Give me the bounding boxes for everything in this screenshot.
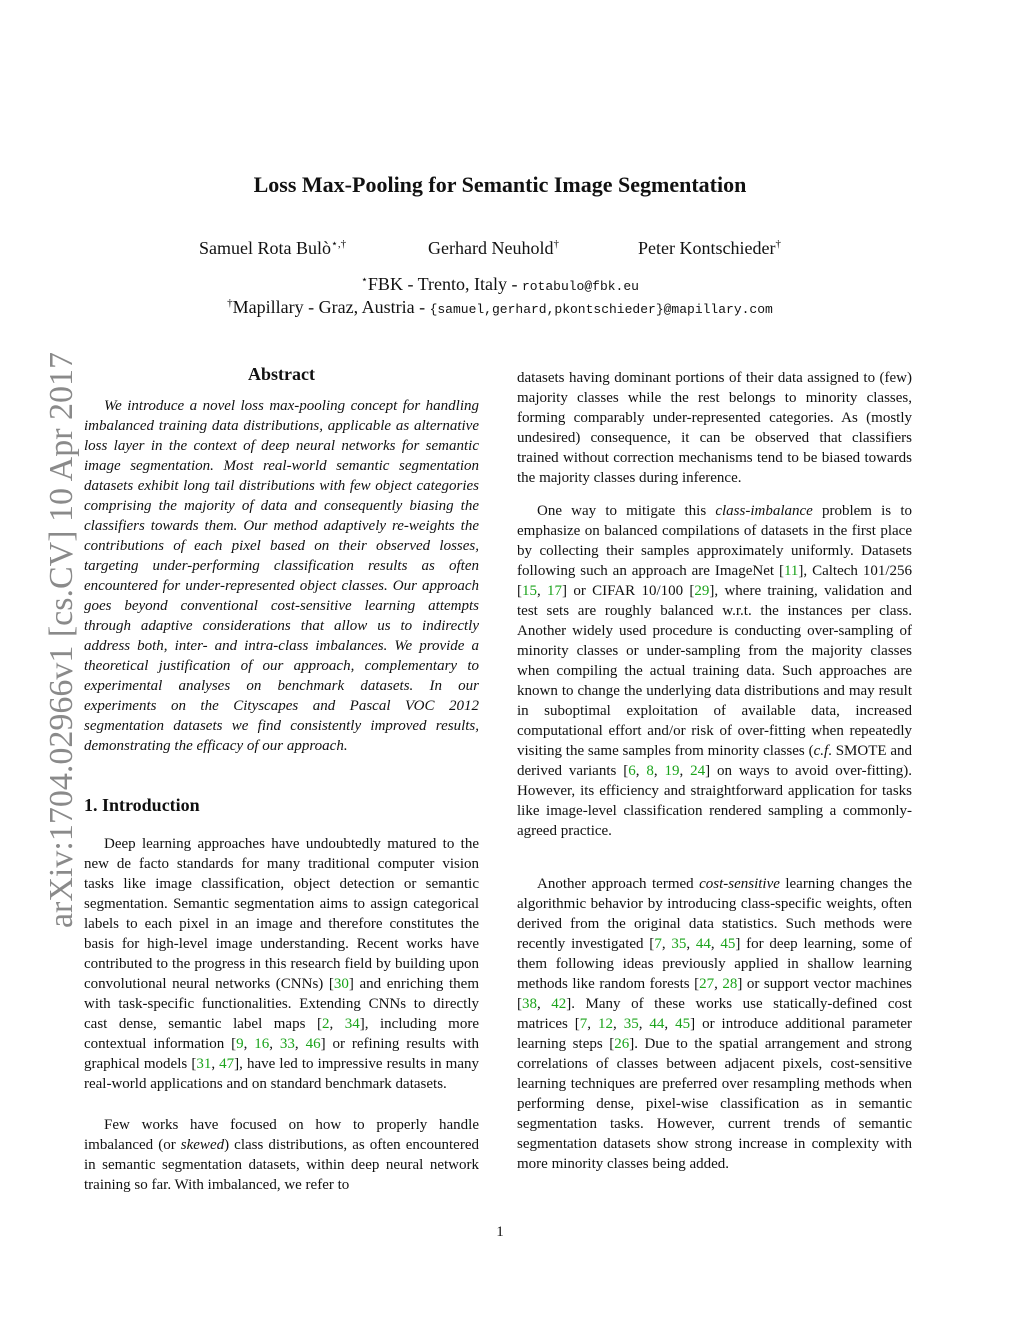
citation-link[interactable]: 46 xyxy=(305,1036,321,1052)
citation-link[interactable]: 35 xyxy=(623,1016,639,1032)
author-name: Samuel Rota Bulò⋆,† xyxy=(199,238,347,258)
citation-link[interactable]: 34 xyxy=(344,1016,360,1032)
citation-link[interactable]: 15 xyxy=(522,583,537,599)
citation-link[interactable]: 44 xyxy=(695,936,711,952)
body-paragraph: Another approach termed cost-sensitive learning changes the algorithmic behavior by introducing class-specific weights, often derived from the original data statistics. Such methods were recently investigated [7, 35, 44, 45] for deep learning, some of them following ideas previously applied in shallow learning methods like random forests [27, 28] or support vector machines [38, 42]. Many of these works use statically-defined cost matrices [7, 12, 35, 44, 45] or introduce additional parameter learning steps [26]. Due to the spatial arrangement and strong correlations of classes between adjacent pixels, cost-sensitive learning techniques are preferred over resampling methods when performing dense, pixel-wise classification as in semantic segmentation tasks. However, current trends of semantic segmentation datasets show strong increase in complexity with more minority classes being added. xyxy=(517,876,913,1172)
email: {samuel,gerhard,pkontschieder}@mapillary.com xyxy=(429,302,773,317)
citation-link[interactable]: 26 xyxy=(614,1036,630,1052)
citation-link[interactable]: 45 xyxy=(675,1016,691,1032)
author-name: Peter Kontschieder† xyxy=(638,238,781,258)
citation-link[interactable]: 8 xyxy=(646,763,654,779)
citation-link[interactable]: 44 xyxy=(649,1016,665,1032)
arxiv-identifier-stamp: arXiv:1704.02966v1 [cs.CV] 10 Apr 2017 xyxy=(43,351,80,929)
citation-link[interactable]: 16 xyxy=(254,1036,270,1052)
citation-link[interactable]: 12 xyxy=(597,1016,613,1032)
citation-link[interactable]: 2 xyxy=(321,1016,330,1032)
citation-link[interactable]: 30 xyxy=(333,976,349,992)
body-paragraph: One way to mitigate this class-imbalance problem is to emphasize on balanced compilations of datasets in the first place by collecting their samples approximately uniformly. Datasets following such an approach are ImageNet [11], Caltech 101/256 [15, 17] or CIFAR 10/100 [29], where training, validation and test sets are roughly balanced w.r.t. the instances per class. Another widely used procedure is conducting over-sampling of minority classes or under-sampling from the majority classes when compiling the actual training data. Such approaches are known to change the underlying data distributions and may result in suboptimal exploitation of available data, increased computational effort and/or risk of over-fitting when repeatedly visiting the same samples from minority classes (c.f. SMOTE and derived variants [6, 8, 19, 24] on ways to avoid over-fitting). However, its efficiency and straightforward application for tasks like image-level classification rendered sampling a commonly-agreed practice. xyxy=(517,503,913,839)
citation-link[interactable]: 35 xyxy=(671,936,687,952)
body-paragraph: Few works have focused on how to properly handle imbalanced (or skewed) class distributions, as often encountered in semantic segmentation datasets, within deep neural network training so far. With imbalanced, we refer to xyxy=(84,1117,479,1193)
citation-link[interactable]: 47 xyxy=(219,1056,235,1072)
citation-link[interactable]: 6 xyxy=(628,763,636,779)
citation-link[interactable]: 11 xyxy=(783,563,799,579)
abstract-text: We introduce a novel loss max-pooling concept for handling imbalanced training data distributions, applicable as alternative loss layer in the context of deep neural networks for semantic image segmentation. Most real-world semantic segmentation datasets exhibit long tail distributions with few object categories comprising the majority of data and consequently biasing the classifiers towards them. Our method adaptively re-weights the contributions of each pixel based on their observed losses, targeting under-performing classification results as often encountered for under-represented object classes. Our approach goes beyond conventional cost-sensitive learning attempts through adaptive considerations that allow us to indirectly address both, inter- and intra-class imbalances. We provide a theoretical justification of our approach, complementary to experimental analyses on benchmark datasets. In our experiments on the Cityscapes and Pascal VOC 2012 segmentation datasets we find consistently improved results, demonstrating the efficacy of our approach. xyxy=(84,398,479,754)
body-paragraph: datasets having dominant portions of their data assigned to (few) majority classes while the rest belongs to minority classes, forming comparably under-represented categories. As (mostly undesired) consequence, it can be observed that classifiers trained without correction mechanisms tend to be biased towards the majority classes during inference. xyxy=(517,370,912,486)
citation-link[interactable]: 42 xyxy=(551,996,567,1012)
email: rotabulo@fbk.eu xyxy=(521,279,639,294)
citation-link[interactable]: 28 xyxy=(722,976,738,992)
citation-link[interactable]: 9 xyxy=(236,1036,244,1052)
citation-link[interactable]: 19 xyxy=(664,763,680,779)
citation-link[interactable]: 31 xyxy=(196,1056,212,1072)
citation-link[interactable]: 29 xyxy=(694,583,710,599)
citation-link[interactable]: 27 xyxy=(699,976,715,992)
page-number: 1 xyxy=(496,1224,504,1240)
paper-title: Loss Max-Pooling for Semantic Image Segmentation xyxy=(253,172,747,197)
affiliation: †Mapillary - Graz, Austria - {samuel,gerhard,pkontschieder}@mapillary.com xyxy=(227,297,773,317)
author-name: Gerhard Neuhold† xyxy=(428,238,559,258)
body-paragraph: Deep learning approaches have undoubtedly matured to the new de facto standards for many traditional computer vision tasks like image classification, object detection or semantic segmentation. Semantic segmentation aims to assign categorical labels to each pixel in an image and therefore constitutes the basis for high-level image understanding. Recent works have contributed to the progress in this research field by building upon convolutional neural networks (CNNs) [30] and enriching them with task-specific functionalities. Extending CNNs to directly cast dense, semantic label maps [2, 34], including more contextual information [9, 16, 33, 46] or refining results with graphical models [31, 47], have led to impressive results in many real-world applications and on standard benchmark datasets. xyxy=(84,836,479,1092)
citation-link[interactable]: 17 xyxy=(547,583,563,599)
citation-link[interactable]: 38 xyxy=(522,996,537,1012)
citation-link[interactable]: 7 xyxy=(654,936,662,952)
citation-link[interactable]: 7 xyxy=(579,1016,588,1032)
affiliation: ⋆FBK - Trento, Italy - rotabulo@fbk.eu xyxy=(361,274,639,294)
citation-link[interactable]: 33 xyxy=(279,1036,295,1052)
abstract-heading: Abstract xyxy=(248,364,315,384)
citation-link[interactable]: 24 xyxy=(690,763,706,779)
section-heading: 1. Introduction xyxy=(84,795,200,815)
citation-link[interactable]: 45 xyxy=(720,936,736,952)
